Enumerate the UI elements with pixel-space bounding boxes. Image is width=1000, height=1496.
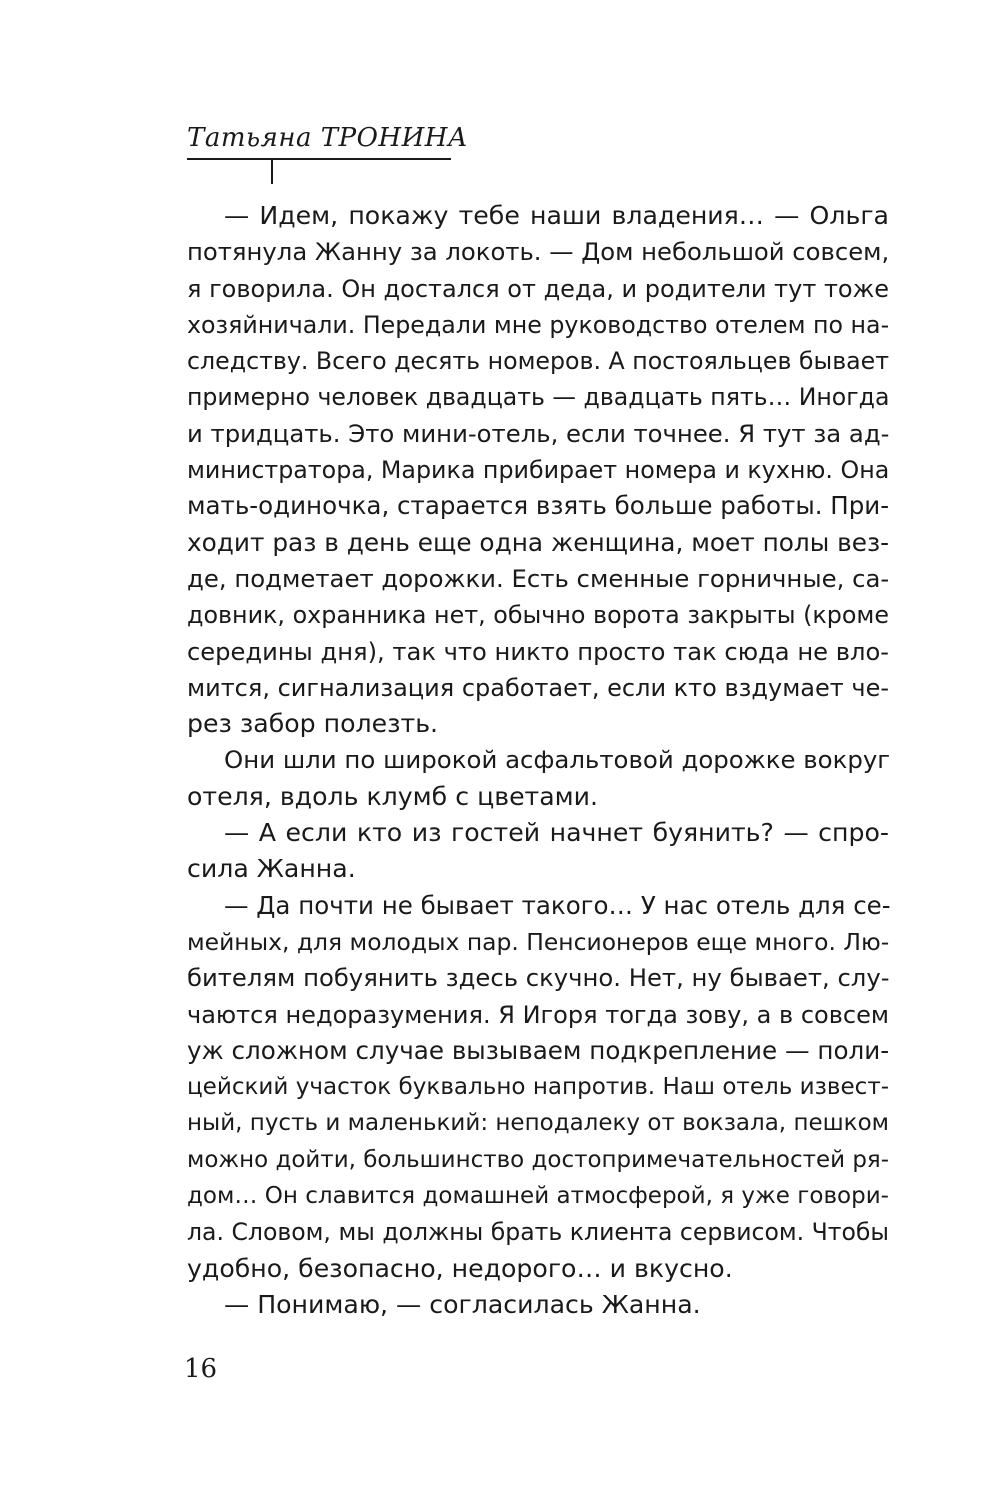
text-line: цейский участок буквально напротив. Наш отель извест- xyxy=(187,1074,890,1101)
text-line: потянула Жанну за локоть. — Дом небольшой совсем, xyxy=(187,237,890,267)
page-number: 16 xyxy=(184,1354,218,1384)
text-line: довник, охранника нет, обычно ворота закрыты (кроме xyxy=(187,601,889,630)
text-line: середины дня), так что никто просто так сюда не вло- xyxy=(187,637,889,666)
text-line: рез забор полезть. xyxy=(187,709,439,739)
text-line: я говорила. Он достался от деда, и родители тут тоже xyxy=(187,274,889,303)
text-line: Они шли по широкой асфальтовой дорожке вокруг xyxy=(224,745,891,775)
running-head-author: Татьяна ТРОНИНА xyxy=(187,123,469,153)
text-line: чаются недоразумения. Я Игоря тогда зову, а в совсем xyxy=(187,1000,890,1029)
text-line: — Идем, покажу тебе наши владения… — Ольга xyxy=(224,201,889,230)
text-line: бителям побуянить здесь скучно. Нет, ну бывает, слу- xyxy=(187,963,890,993)
text-line: мать-одиночка, старается взять больше работы. При- xyxy=(187,491,890,521)
running-head-tick xyxy=(271,158,273,184)
text-line: следству. Всего десять номеров. А постояльцев бывает xyxy=(187,347,890,376)
text-line: сила Жанна. xyxy=(187,854,356,884)
text-line: де, подметает дорожки. Есть сменные горничные, са- xyxy=(187,563,890,593)
text-line: мейных, для молодых пар. Пенсионеров еще много. Лю- xyxy=(187,927,890,956)
body-text xyxy=(187,198,889,1323)
text-line: — Понимаю, — согласилась Жанна. xyxy=(224,1289,701,1319)
text-line: и тридцать. Это мини-отель, если точнее. Я тут за ад- xyxy=(187,418,890,448)
text-line: удобно, безопасно, недорого… и вкусно. xyxy=(187,1253,733,1283)
text-line: отеля, вдоль клумб с цветами. xyxy=(187,781,599,811)
text-line: уж сложном случае вызываем подкрепление — поли- xyxy=(187,1035,890,1065)
text-line: примерно человек двадцать — двадцать пять… Иногда xyxy=(187,383,890,412)
text-line: можно дойти, большинство достопримечательностей ря- xyxy=(187,1146,889,1173)
text-line: хозяйничали. Передали мне руководство отелем по на- xyxy=(187,310,890,339)
text-line: ный, пусть и маленький: неподалеку от вокзала, пешком xyxy=(187,1110,889,1137)
text-line: — А если кто из гостей начнет буянить? — спро- xyxy=(224,818,889,848)
text-line: — Да почти не бывает такого… У нас отель для се- xyxy=(224,890,891,920)
running-head-rule xyxy=(187,158,451,160)
text-line: ходит раз в день еще одна женщина, моет полы вез- xyxy=(187,527,890,557)
text-line: мится, сигнализация сработает, если кто вздумает че- xyxy=(187,673,889,702)
text-line: дом… Он славится домашней атмосферой, я уже говори- xyxy=(187,1183,889,1210)
text-line: ла. Словом, мы должны брать клиента сервисом. Чтобы xyxy=(187,1218,889,1247)
text-line: министратора, Марика прибирает номера и кухню. Она xyxy=(187,456,890,485)
